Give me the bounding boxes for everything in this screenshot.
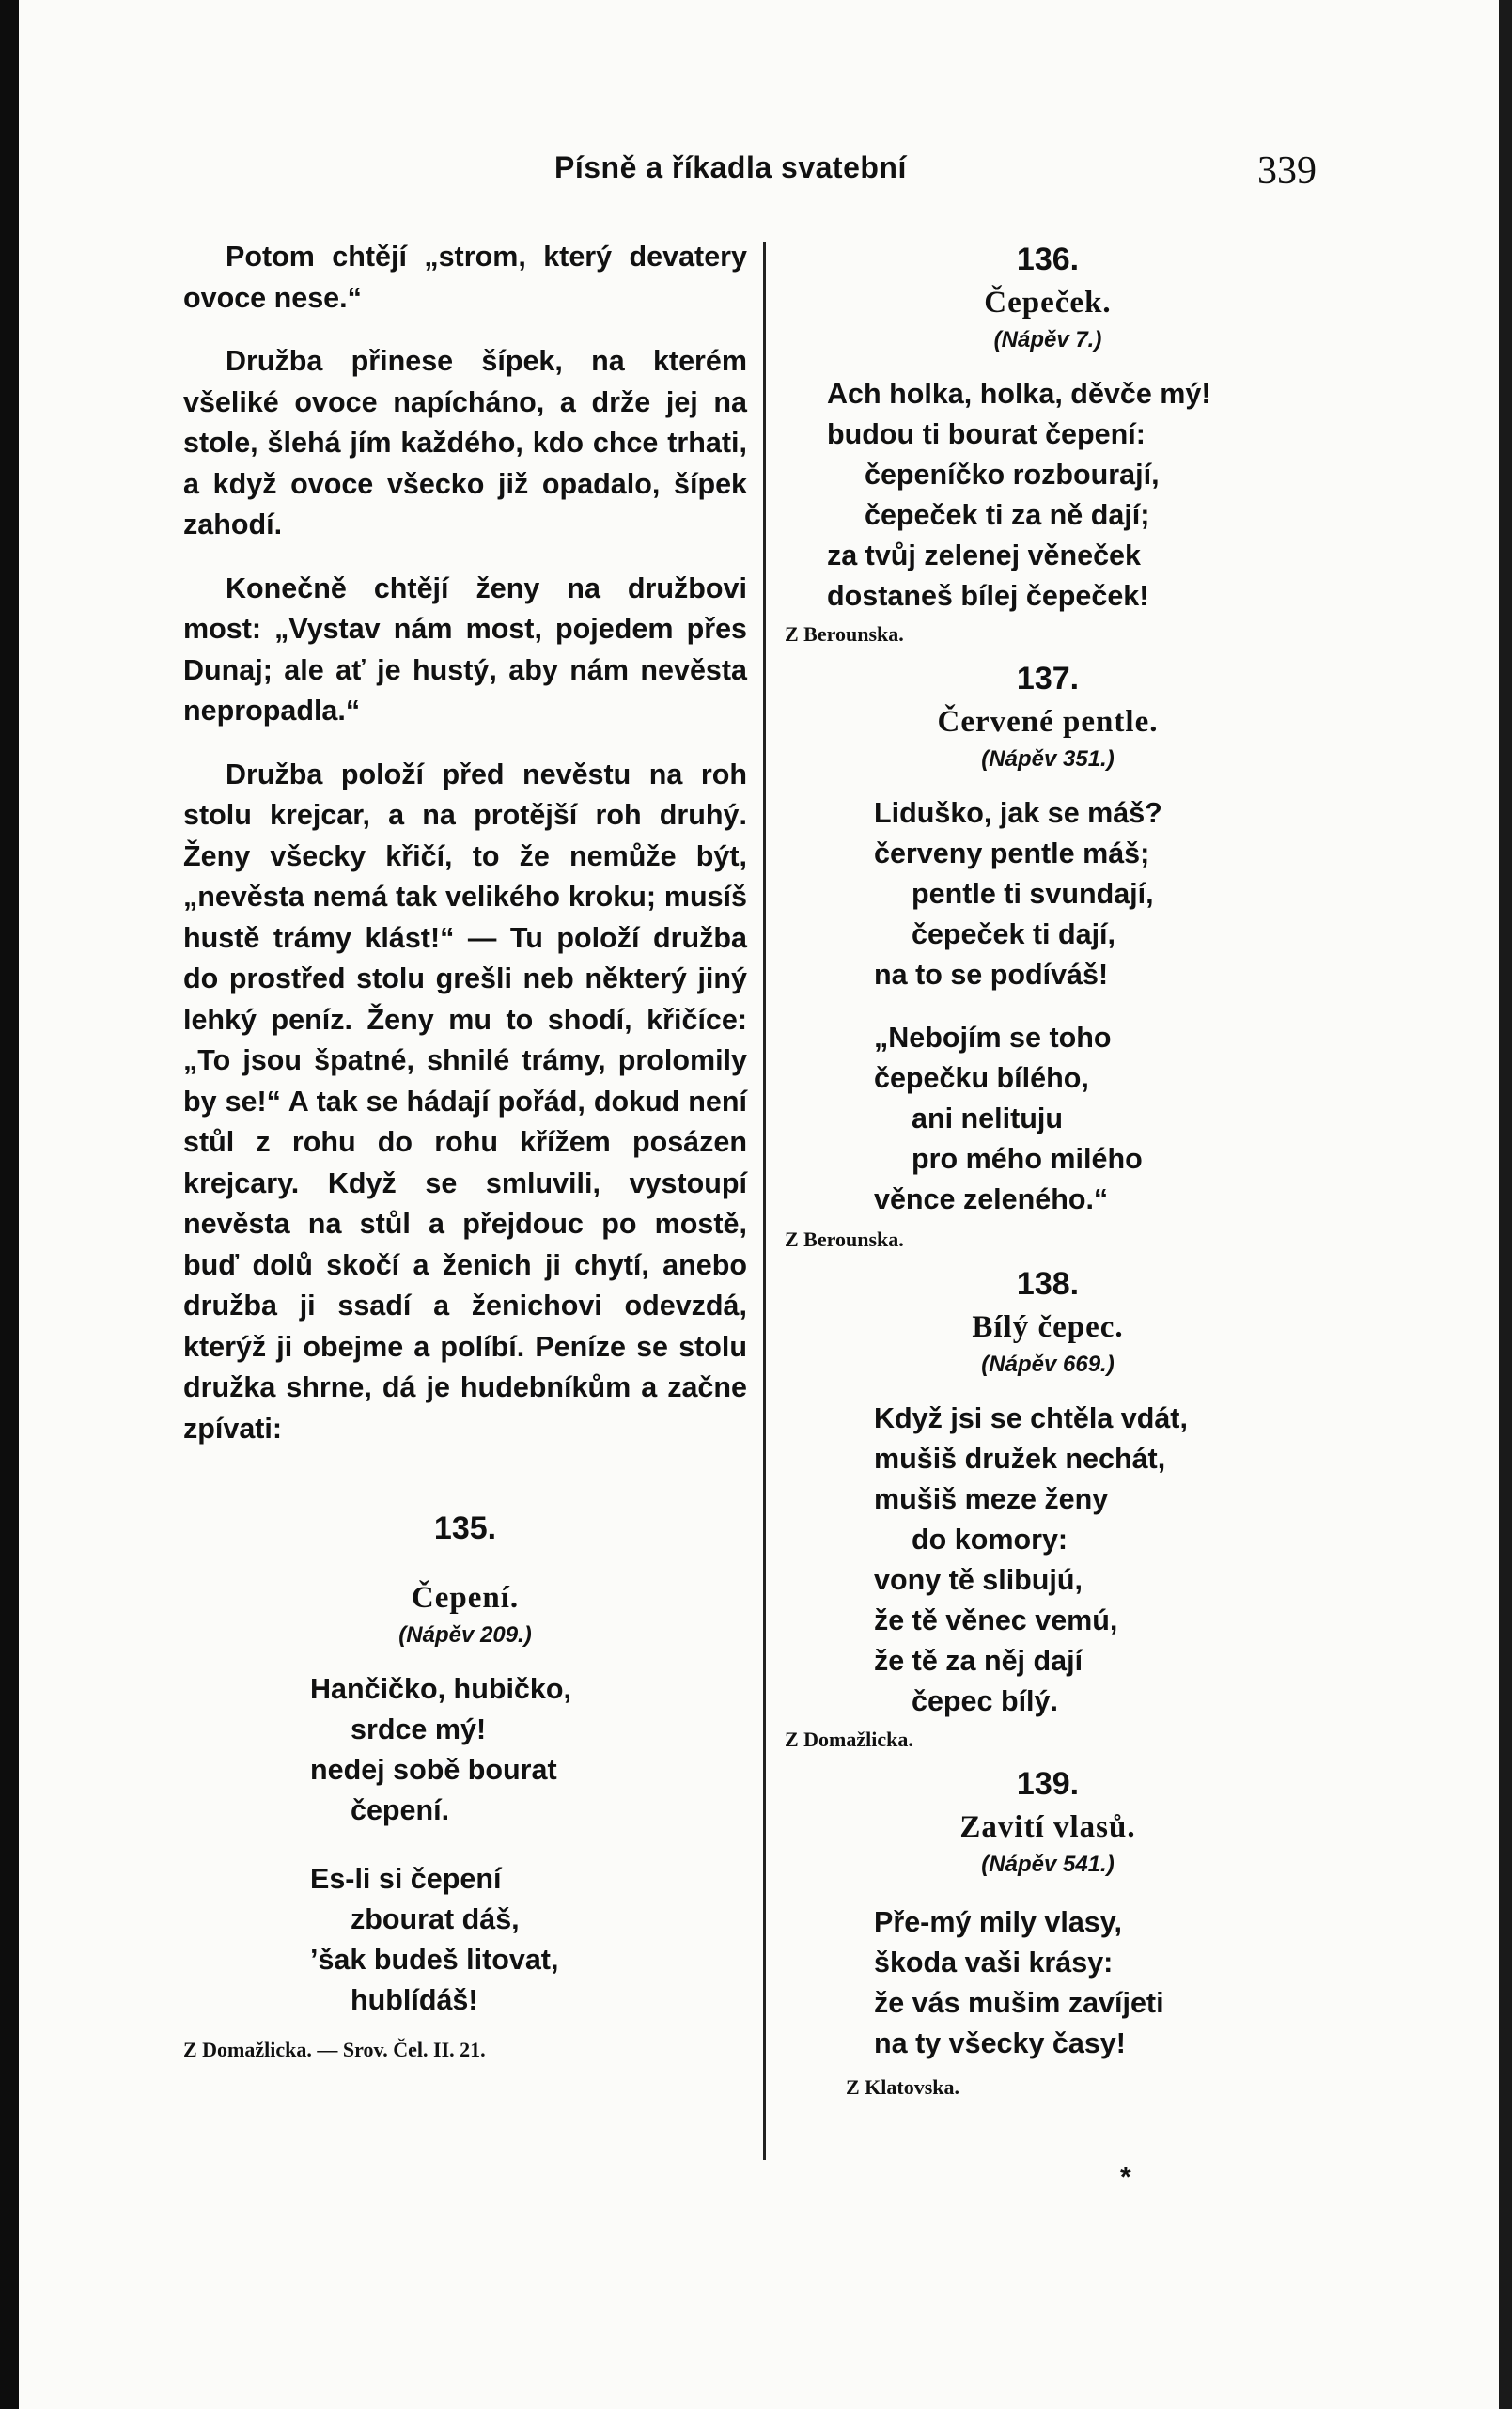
verse-line: za tvůj zelenej věneček — [827, 540, 1141, 571]
verse-line: ani nelituju — [912, 1103, 1063, 1134]
verse — [183, 1859, 747, 2021]
verse — [183, 1669, 747, 1831]
song-melody: (Nápěv 7.) — [993, 327, 1102, 352]
verse-line: na to se podíváš! — [874, 959, 1109, 991]
verse-line: že tě za něj dají — [874, 1645, 1083, 1677]
song-origin: Z Domažlicka. — Srov. Čel. II. 21. — [183, 2038, 486, 2061]
verse-line: pro mého milého — [912, 1143, 1143, 1175]
song-origin: Z Domažlicka. — [785, 1728, 913, 1751]
paragraph: Družba přinese šípek, na kterém všeliké ovoce napícháno, a drže jej na stole, šlehá jím každého, kdo chce trhati, a když ovoce všecko již opadalo, šípek zahodí. — [183, 345, 747, 540]
verse-line: pentle ti svundají, — [912, 878, 1154, 910]
verse-line: do komory: — [912, 1524, 1068, 1556]
verse — [785, 1399, 1311, 1722]
verse-line: hublídáš! — [351, 1984, 478, 2016]
song-title: Čepeček. — [984, 286, 1112, 320]
scan-edge-right — [1499, 0, 1512, 2409]
verse-line: čepeček ti za ně dají; — [865, 499, 1150, 531]
verse-line: ’šak budeš litovat, — [310, 1944, 559, 1976]
verse-line: Es-li si čepení — [310, 1863, 502, 1895]
song-number: 136. — [1016, 242, 1080, 277]
verse-line: zbourat dáš, — [351, 1903, 520, 1935]
footer-mark: * — [1120, 2162, 1131, 2193]
song-number: 139. — [1016, 1766, 1080, 1802]
song-melody: (Nápěv 541.) — [981, 1852, 1115, 1877]
verse-line: škoda vaši krásy: — [874, 1947, 1114, 1979]
song-title: Čepení. — [411, 1581, 520, 1615]
verse-line: Pře-mý mily vlasy, — [874, 1906, 1122, 1938]
song-melody: (Nápěv 209.) — [398, 1622, 532, 1648]
column-divider — [763, 242, 766, 2160]
book-page — [19, 0, 1499, 2409]
verse-line: Když jsi se chtěla vdát, — [874, 1402, 1188, 1434]
verse-line: čepeček ti dají, — [912, 918, 1115, 950]
verse-line: budou ti bourat čepení: — [827, 418, 1146, 450]
right-column — [785, 237, 1311, 2109]
verse-line: že vás mušim zavíjeti — [874, 1987, 1164, 2019]
scan-edge-left — [0, 0, 19, 2409]
song-melody: (Nápěv 351.) — [981, 746, 1115, 772]
paragraph: Družba položí před nevěstu na roh stolu krejcar, a na protější roh druhý. Ženy všecky křičí, to že nemůže být, „nevěsta nemá tak velikého kroku; musíš hustě trámy klást!“ — Tu položí družba do prostřed stolu grešli neb některý jiný lehký peníz. Ženy mu to shodí, křičíce: „To jsou špatné, shnilé trámy, prolomily by se!“ A tak se hádají pořád, dokud není stůl z rohu do rohu křížem posázen krejcary. Když se smluvili, vystoupí nevěsta na stůl a přejdouc po mostě, buď dolů skočí a ženich ji chytí, anebo družba ji ssadí a ženichovi odevzdá, kterýž ji obejme a políbí. Peníze se stolu družka shrne, dá je hudebníkům a začne zpívati: — [183, 758, 747, 1445]
verse — [785, 1018, 1311, 1220]
verse-line: Hančičko, hubičko, — [310, 1673, 571, 1705]
running-header: Písně a říkadla svatební — [554, 150, 907, 184]
verse — [785, 793, 1311, 995]
song-melody: (Nápěv 669.) — [981, 1352, 1115, 1377]
verse-line: čepečku bílého, — [874, 1062, 1089, 1094]
verse-line: čepec bílý. — [912, 1685, 1058, 1717]
song-title: Zavití vlasů. — [959, 1810, 1136, 1844]
song-number: 135. — [433, 1510, 497, 1546]
verse-line: Liduško, jak se máš? — [874, 797, 1162, 829]
verse-line: čepeníčko rozbourají, — [865, 459, 1160, 491]
verse-line: červeny pentle máš; — [874, 837, 1150, 869]
verse-line: věnce zeleného.“ — [874, 1183, 1109, 1215]
verse-line: „Nebojím se toho — [874, 1022, 1112, 1054]
song-title: Červené pentle. — [937, 705, 1159, 739]
verse — [785, 1902, 1311, 2064]
verse-line: nedej sobě bourat — [310, 1754, 557, 1786]
song-origin: Z Berounska. — [785, 622, 904, 646]
verse — [785, 374, 1311, 617]
song-title: Bílý čepec. — [972, 1310, 1124, 1344]
verse-line: vony tě slibujú, — [874, 1564, 1083, 1596]
verse-line: dostaneš bílej čepeček! — [827, 580, 1149, 612]
verse-line: mušiš družek nechát, — [874, 1443, 1166, 1475]
verse-line: mušiš meze ženy — [874, 1483, 1109, 1515]
song-origin: Z Berounska. — [785, 1228, 904, 1251]
verse-line: že tě věnec vemú, — [874, 1604, 1118, 1636]
song-number: 137. — [1016, 661, 1080, 696]
left-column — [183, 237, 747, 2072]
paragraph: Konečně chtějí ženy na družbovi most: „Vystav nám most, pojedem přes Dunaj; ale ať je hustý, aby nám nevěsta nepropadla.“ — [183, 571, 747, 727]
page-number: 339 — [1257, 149, 1317, 193]
song-origin: Z Klatovska. — [846, 2075, 960, 2099]
verse-line: srdce mý! — [351, 1713, 487, 1745]
song-number: 138. — [1016, 1266, 1080, 1302]
verse-line: Ach holka, holka, děvče mý! — [827, 378, 1211, 410]
verse-line: čepení. — [351, 1794, 450, 1826]
paragraph: Potom chtějí „strom, který devatery ovoce nese.“ — [183, 241, 747, 314]
verse-line: na ty všecky časy! — [874, 2027, 1126, 2059]
